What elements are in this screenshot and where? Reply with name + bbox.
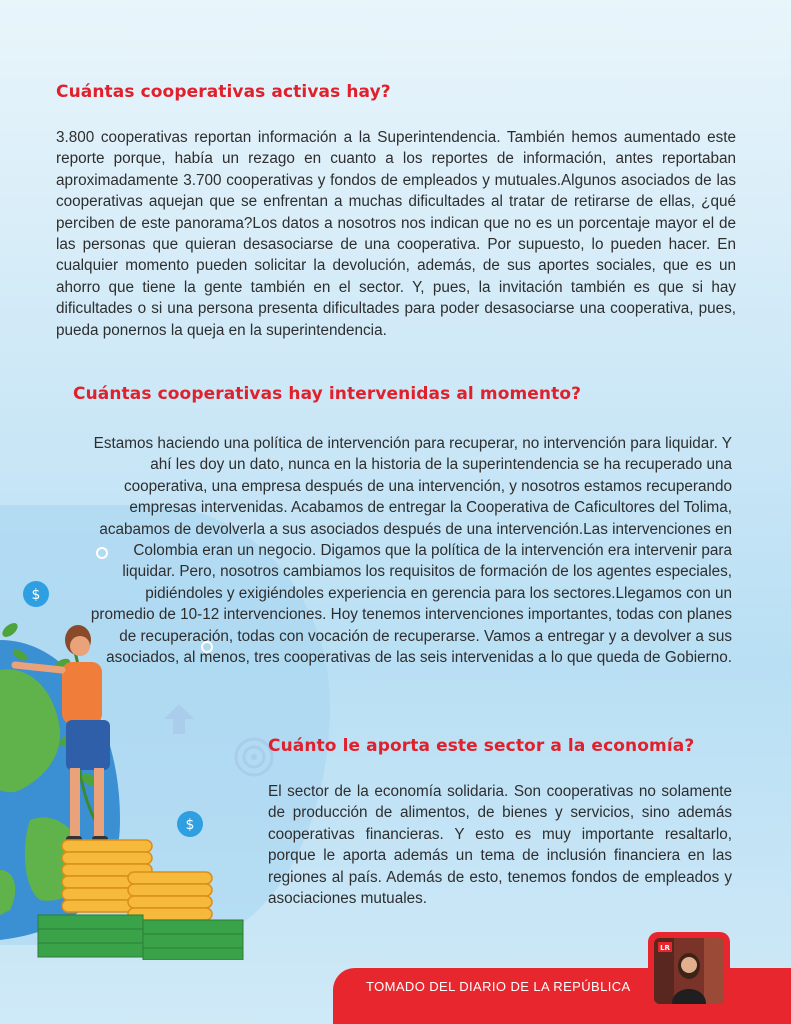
- coin-stacks-image: [62, 840, 212, 920]
- lr-badge-text: LR: [660, 944, 670, 952]
- author-photo: [654, 938, 724, 1004]
- svg-text:$: $: [31, 587, 41, 603]
- section-heading: Cuántas cooperativas hay intervenidas al momento?: [73, 384, 582, 404]
- section-heading: Cuánto le aporta este sector a la economía?: [268, 736, 695, 756]
- arrow-up-icon: [162, 702, 196, 736]
- svg-text:$: $: [185, 817, 195, 833]
- source-credit: TOMADO DEL DIARIO DE LA REPÚBLICA: [366, 979, 631, 994]
- dollar-coin-icon: [22, 580, 50, 608]
- section-body: Estamos haciendo una política de intervención para recuperar, no intervención para liquidar. Y ahí les doy un dato, nunca en la historia de la superintendencia se ha recuperado una cooperativa, una empresa después de una intervención, y nosotros estamos recuperando empresas intervenidas. Acabamos de entregar la Cooperativa de Caficultores del Tolima, acabamos de devolverla a sus asociados después de una intervención.Las intervenciones en Colombia eran un negocio. Digamos que la política de la intervención era intervenir para liquidar. Pero, nosotros cambiamos los requisitos de formación de los agentes especiales, pidiéndoles y exigiéndoles experiencia en gerencia para los sectores.Llegamos con un promedio de 10-12 intervenciones. Hoy tenemos intervenciones importantes, todas con planes de recuperación, todas con vocación de recuperarse. Vamos a entregar y a devolver a sus asociados, al menos, tres cooperativas de las seis intervenidas a lo que queda de Gobierno.: [90, 435, 732, 667]
- money-bills-image: [38, 915, 243, 960]
- section-heading: Cuántas cooperativas activas hay?: [56, 82, 391, 102]
- section-body: 3.800 cooperativas reportan información a la Superintendencia. También hemos aumentado este reporte porque, había un rezago en cuanto a los reportes de información, antes reportaban aproximadamente 3.700 cooperativas y fondos de empleados y mutuales.Algunos asociados de las cooperativas aquejan que se enfrentan a muchas dificultades al tratar de retirarse de ellas, ¿qué perciben de este panorama?Los datos a nosotros nos indican que no es un porcentaje mayor el de las personas que quieran desasociarse de una cooperativa. Por supuesto, lo pueden hacer. En cualquier momento pueden solicitar la devolución, además, de sus aportes sociales, que es un ahorro que tiene la gente también en el sector. Y, pues, la invitación también es que si hay dificultades o si una persona presenta dificultades para poder desasociarse una cooperativa, pues, pueda ponernos la queja en la superintendencia.: [56, 129, 736, 339]
- dollar-coin-icon: [176, 810, 204, 838]
- section-body: El sector de la economía solidaria. Son cooperativas no solamente de producción de alimentos, de bienes y servicios, sino además cooperativas financieras. Y esto es muy importante resaltarlo, porque le aporta además un tema de inclusión financiera en las regiones al país. Además de esto, tenemos fondos de empleados y asociaciones mutuales.: [268, 783, 732, 908]
